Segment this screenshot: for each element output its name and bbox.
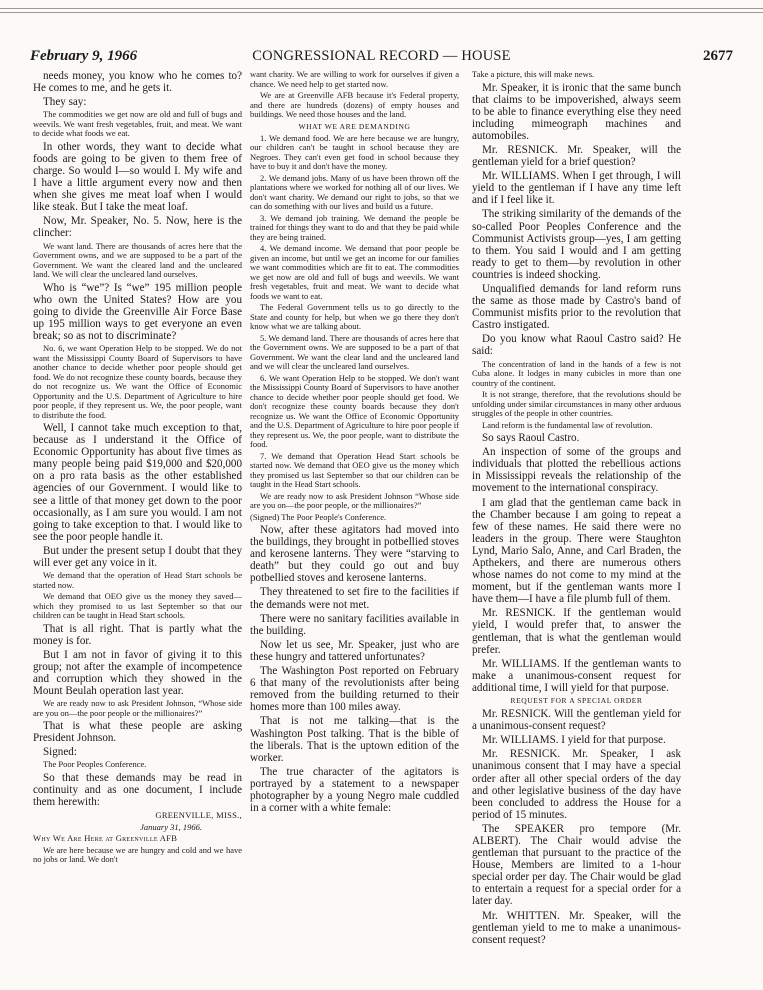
paragraph: Now let us see, Mr. Speaker, just who are these hungry and tattered unfortunates? <box>250 638 459 663</box>
paragraph: They say: <box>43 96 87 109</box>
paragraph: Now, after these agitators had moved into the buildings, they brought in potbellied stoves and kerosene lanterns. They were “starving to death” but they could go out and buy potbellied stoves and kerosene lanterns. <box>250 524 459 585</box>
paragraph: Unqualified demands for land reform runs the same as those made by Castro's band of Communist misfits prior to the revolution that Castro instigated. <box>472 283 681 332</box>
header-title: CONGRESSIONAL RECORD — HOUSE <box>252 48 511 64</box>
paragraph: That is all right. That is partly what the money is for. <box>33 622 242 647</box>
paragraph: But I am not in favor of giving it to this group; not after the example of incompetence and corruption which they showed in the Mount Beulah operation last year. <box>33 648 242 698</box>
paragraph: needs money, you know who he comes to? He comes to me, and he gets it. <box>33 70 242 95</box>
quoted-paragraph: We are ready now to ask President Johnson, “Whose side are you on—the poor people or the millionaires?” <box>33 698 242 718</box>
paragraph: Who is “we”? Is “we” 195 million people who own the United States? How are you going to divide the Greenville Air Force Base up 195 million ways to get everyone an even break; so as not to discriminate? <box>33 281 242 342</box>
paragraph: But under the present setup I doubt that they will ever get any voice in it. <box>33 544 242 570</box>
quoted-paragraph: The Poor Peoples Conference. <box>43 759 147 770</box>
section-heading: WHAT WE ARE DEMANDING <box>298 121 411 131</box>
quoted-paragraph: 3. We demand job training. We demand the people be trained for things they want to do and that they be paid while they are being trained. <box>250 212 459 242</box>
paragraph: The Washington Post reported on February 6 that many of the revolutionists after being removed from the building returned to their homes more than 100 miles away. <box>250 665 459 714</box>
header-page-number: 2677 <box>703 48 733 64</box>
quoted-paragraph: We demand that OEO give us the money they saved—which they promised to us last September so that our children can be taught in Head Start schools. <box>33 591 242 621</box>
quoted-paragraph: We are ready now to ask President Johnson “Whose side are you on—the poor people, or the millionaires?” <box>250 490 459 510</box>
paragraph: That is not me talking—that is the Washington Post talking. That is the bible of the liberals. That is the uptown edition of the worker. <box>250 715 459 764</box>
quoted-paragraph: The concentration of land in the hands of a few is not Cuba alone. It lodges in many cubicles in more than one country of the continent. <box>472 358 681 388</box>
section-heading: REQUEST FOR A SPECIAL ORDER <box>510 696 643 706</box>
quoted-paragraph: 2. We demand jobs. Many of us have been thrown off the plantations where we worked for nothing all of our lives. We don't want charity. We demand our right to jobs, so that we can do something with our lives and build us a future. <box>250 172 459 211</box>
quoted-paragraph: Take a picture, this will make news. <box>472 70 595 79</box>
quoted-paragraph: We are at Greenville AFB because it's Federal property, and there are hundreds (dozens) of empty houses and buildings. We need those houses and the land. <box>250 90 459 119</box>
quoted-paragraph: No. 6, we want Operation Help to be stopped. We do not want the Mississippi County Board of Supervisors to have another chance to decide whether poor people should get food. We do not recognize these county boards, because they do not recognize us. We want the Office of Economic Opportunity and the U.S. Department of Agriculture to hire poor people, if they represent us. We, the poor people, want to distribute the food. <box>33 343 242 420</box>
paragraph: Signed: <box>43 746 77 759</box>
paragraph: So that these demands may be read in continuity and as one document, I include them herewith: <box>33 771 242 809</box>
paragraph: Mr. Speaker, it is ironic that the same bunch that claims to be impoverished, always seem to be able to finance everything else they need including mimeograph machines and automobiles. <box>472 81 681 142</box>
quoted-paragraph: 6. We want Operation Help to be stopped. We don't want the Mississippi County Board of Supervisors to have another chance to decide whether poor people should get food. We don't recognize these county boards because they don't recognize us. We want the Office of Economic Opportunity and the U.S. Department of Agriculture to hire poor people if they represent us. We, the poor people, want to distribute the food. <box>250 372 459 449</box>
paragraph: The striking similarity of the demands of the so-called Poor Peoples Conference and the Communist Activists group—yes, I am getting to them. You said I would and I am getting ready to get to them—by revolution in other countries is indeed shocking. <box>472 208 681 281</box>
paragraph: Mr. WILLIAMS. If the gentleman wants to make a unanimous-consent request for additional time, I will yield for that purpose. <box>472 657 681 694</box>
quoted-paragraph: Land reform is the fundamental law of revolution. <box>482 419 653 430</box>
paragraph: Mr. RESNICK. If the gentleman would yield, I would prefer that, to answer the gentleman, that is what the gentleman would prefer. <box>472 607 681 656</box>
paragraph: That is what these people are asking President Johnson. <box>33 720 242 745</box>
paragraph: Mr. WILLIAMS. When I get through, I will yield to the gentleman if I have any time left and if I feel like it. <box>472 170 681 207</box>
paragraph: Do you know what Raoul Castro said? He said: <box>472 333 681 358</box>
page-header <box>30 48 733 70</box>
paragraph: Now, Mr. Speaker, No. 5. Now, here is the clincher: <box>33 215 242 240</box>
paragraph: Mr. RESNICK. Mr. Speaker, I ask unanimous consent that I may have a special order after all other special orders of the day and other legislative business of the day have been concluded to address the House for a period of 15 minutes. <box>472 748 681 821</box>
paragraph: Well, I cannot take much exception to that, because as I understand it the Office of Economic Opportunity has about five times as many people being paid $19,000 and $20,000 on a pro rata basis as the other established agencies of our Government. I would like to see a little of that money get down to the poor occasionally, as I am sure you would. I am not going to take exception to that. I would like to see the poor people handle it. <box>33 422 242 543</box>
paragraph: Mr. RESNICK. Mr. Speaker, will the gentleman yield for a brief question? <box>472 143 681 169</box>
quoted-paragraph: We demand that the operation of Head Start schools be started now. <box>33 570 242 590</box>
paragraph: The true character of the agitators is portrayed by a statement to a newspaper photographer by a young Negro male cuddled in a corner with a white female: <box>250 765 459 815</box>
quoted-paragraph: It is not strange, therefore, that the revolutions should be unfolding under similar circumstances in many other arduous struggles of the people in other countries. <box>472 389 681 419</box>
column-1 <box>33 70 242 975</box>
quoted-paragraph: 4. We demand income. We demand that poor people be given an income, but until we get an income for our families we want commodities which are fit to eat. The commodities we get now are old and full of bugs and weevils. We want fresh vegetables, fruit and meat. We want to decide what foods we want to eat. <box>250 243 459 301</box>
column-2 <box>250 70 459 975</box>
column-3 <box>472 70 681 975</box>
subheading: Why We Are Here at Greenville AFB <box>33 833 178 844</box>
paragraph: Mr. WHITTEN. Mr. Speaker, will the gentleman yield to me to make a unanimous-consent request? <box>472 909 681 946</box>
quoted-paragraph: The Federal Government tells us to go directly to the State and county for help, but when we go there they don't know what we are talking about. <box>250 302 459 331</box>
paragraph: So says Raoul Castro. <box>482 432 580 445</box>
paragraph: There were no sanitary facilities available in the building. <box>250 612 459 637</box>
signature-line: (Signed) The Poor People's Conference. <box>250 511 387 522</box>
quoted-paragraph: want charity. We are willing to work for ourselves if given a chance. We need help to get started now. <box>250 70 459 89</box>
dateline-date: January 31, 1966. <box>140 822 202 833</box>
paragraph: In other words, they want to decide what foods are going to be given to them free of charge. So would I—so would I. My wife and I have a little argument every now and then when she gives me meat loaf when I would like steak. But I take the meat loaf. <box>33 140 242 214</box>
quoted-paragraph: We are here because we are hungry and cold and we have no jobs or land. We don't <box>33 844 242 865</box>
quoted-paragraph: 7. We demand that Operation Head Start schools be started now. We demand that OEO give us the money which they promised us last September so that our children can be taught in the Head Start schools. <box>250 450 459 489</box>
paragraph: An inspection of some of the groups and individuals that plotted the rebellious actions in Mississippi reveals the relationship of the movement to the international conspiracy. <box>472 446 681 495</box>
paragraph: Mr. RESNICK. Will the gentleman yield for a unanimous-consent request? <box>472 708 681 733</box>
paragraph: I am glad that the gentleman came back in the Chamber because I am going to repeat a few of these names. He said there were no leaders in the group. There were Staughton Lynd, Mario Salo, Anne, and Carl Braden, the Apthekers, and there are numerous others whose names do not come to my mind at the moment, but if the gentleman wants more I have them—I have a file plumb full of them. <box>472 496 681 606</box>
paragraph: They threatened to set fire to the facilities if the demands were not met. <box>250 586 459 611</box>
quoted-paragraph: We want land. There are thousands of acres here that the Government owns, and we are supposed to be a part of the Government. We want the cleared land and the uncleared land. We will clear the uncleared land ourselves. <box>33 240 242 280</box>
quoted-paragraph: 1. We demand food. We are here because we are hungry, our children can't be taught in school because they are Negroes. They can't even get food in school because they have to buy it and don't have the money. <box>250 132 459 171</box>
quoted-paragraph: The commodities we get now are old and full of bugs and weevils. We want fresh vegetables, fruit, and meat. We want to decide what foods we eat. <box>33 109 242 139</box>
paragraph: Mr. WILLIAMS. I yield for that purpose. <box>482 734 666 747</box>
header-date: February 9, 1966 <box>30 48 138 64</box>
quoted-paragraph: 5. We demand land. There are thousands of acres here that the Government owns. We are supposed to be a part of that Government. We want the clear land and the uncleared land and we will clear the uncleared land ourselves. <box>250 332 459 371</box>
top-rule <box>0 8 763 13</box>
dateline-place: GREENVILLE, MISS., <box>155 810 242 821</box>
paragraph: The SPEAKER pro tempore (Mr. ALBERT). The Chair would advise the gentleman that pursuant to the practice of the House, Members are limited to a 1-hour special order per day. The Chair would be glad to entertain a request for a special order for a later day. <box>472 822 681 908</box>
